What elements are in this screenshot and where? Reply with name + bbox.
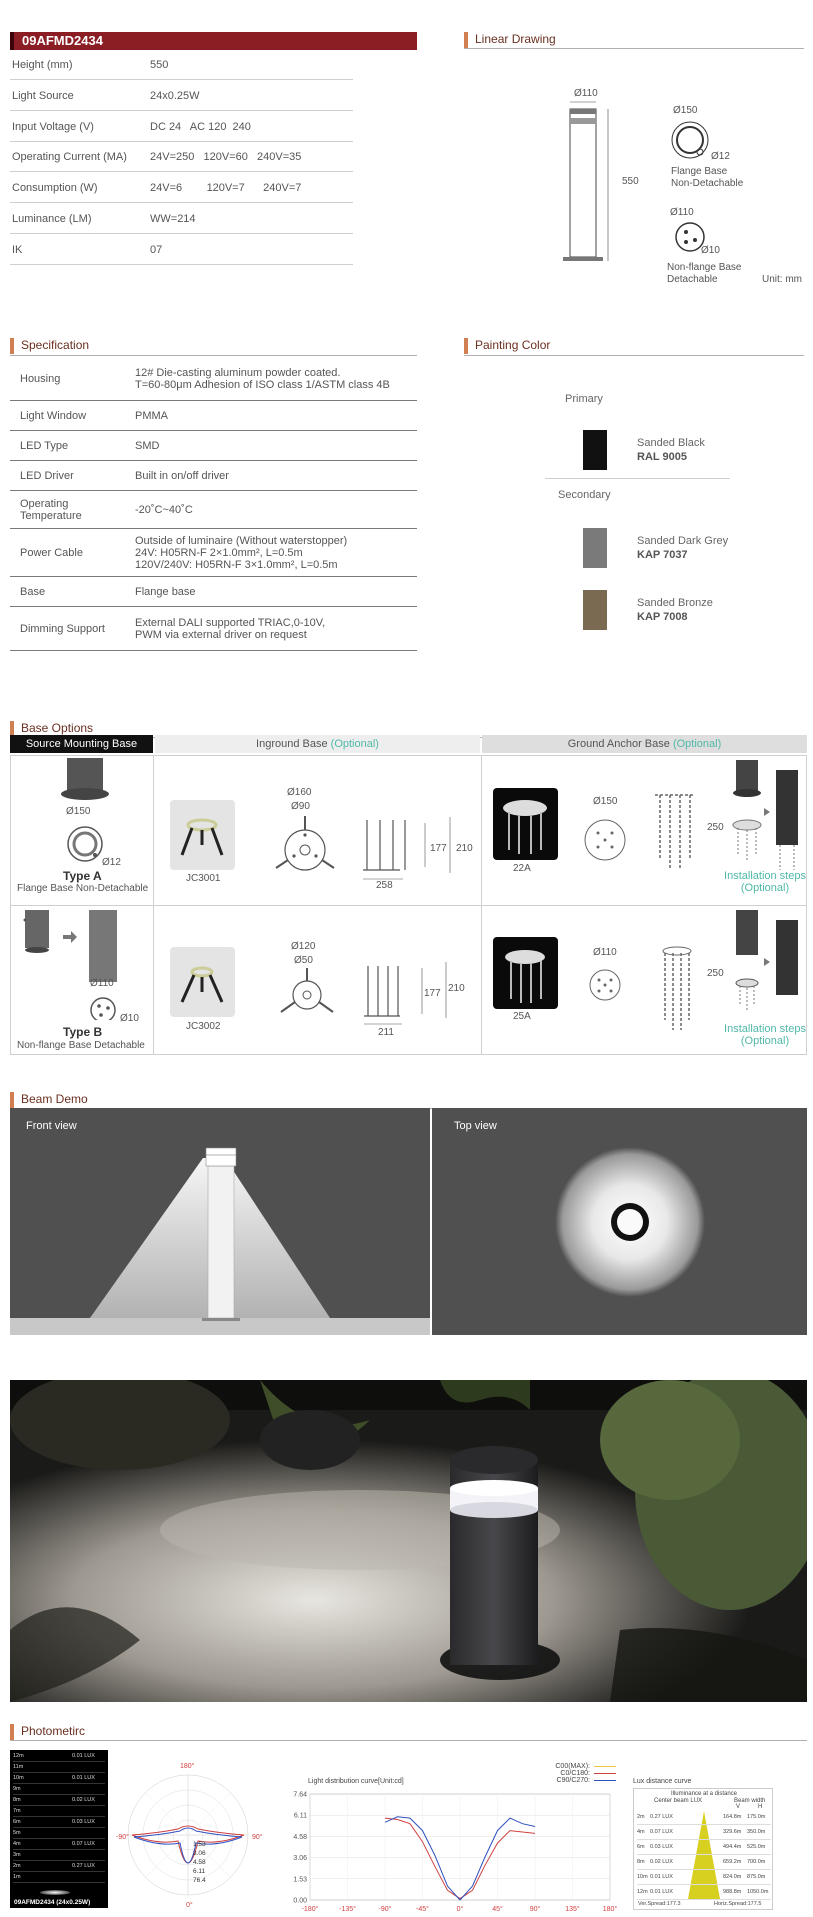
color-swatch (583, 590, 607, 630)
spec-label: LED Driver (20, 470, 74, 482)
anchor1-h: 250 (707, 822, 724, 833)
lux-h-width: 525.0m (747, 1844, 766, 1850)
lux-row (637, 1827, 771, 1840)
lux-v-width: 494.4m (723, 1844, 742, 1850)
spec-row (10, 461, 417, 491)
hor-spread: Horiz.Spread:177.5 (714, 1901, 762, 1907)
photometric-rule (10, 1740, 807, 1741)
dist-xtick: 0° (456, 1906, 464, 1913)
install-steps-text-2: Installation steps (724, 1023, 806, 1035)
inground1-sideview (355, 815, 465, 895)
dist-ytick: 7.64 (293, 1791, 307, 1799)
isolux-distance: 9m (13, 1786, 21, 1792)
anchor-22a-photo (493, 788, 558, 860)
nonflange-label-2: Detachable (667, 274, 718, 285)
lux-h-width: 1050.0m (747, 1889, 769, 1895)
color-name: Sanded Dark Grey (637, 535, 729, 547)
isolux-value: 0.07 LUX (72, 1841, 95, 1847)
lux-col2: Beam width (734, 1798, 766, 1804)
install-steps-1 (728, 760, 803, 880)
dist-xtick: 45° (492, 1906, 503, 1913)
anchor2-h: 250 (707, 968, 724, 979)
color-name: Sanded Bronze (637, 597, 713, 609)
isolux-distance: 10m (13, 1775, 24, 1781)
nonflange-hole: Ø10 (701, 245, 720, 256)
dist-xtick: 180° (602, 1906, 618, 1913)
ver-spread: Ver.Spread:177.3 (638, 1901, 681, 1907)
param-label: Input Voltage (V) (12, 120, 94, 133)
anchor2-sideview (655, 945, 700, 1035)
flange-label-2: Non-Detachable (671, 178, 744, 189)
polar-top-label: 180° (180, 1763, 195, 1770)
param-value: WW=214 (150, 213, 196, 225)
isolux-spot (40, 1890, 70, 1895)
isolux-value: 0.03 LUX (72, 1819, 95, 1825)
polar-value: 3.06 (193, 1850, 206, 1857)
photometric-heading: Photometirc (10, 1724, 85, 1740)
isolux-line (13, 1827, 105, 1828)
legend-label: C00(MAX): (555, 1763, 590, 1770)
color-label (637, 596, 713, 624)
lux-row (637, 1812, 771, 1825)
polar-chart (118, 1765, 258, 1905)
polar-value: 1.53 (193, 1841, 206, 1848)
isolux-value: 0.01 LUX (72, 1775, 95, 1781)
param-value: 550 (150, 59, 169, 71)
inground2-topview (275, 960, 340, 1030)
param-label: IK (12, 243, 23, 256)
lux-box (633, 1788, 773, 1910)
dist-xtick: -45° (416, 1906, 429, 1913)
anchor1-sideview (650, 790, 705, 880)
drawing-dia: Ø110 (574, 88, 598, 99)
spec-label: Dimming Support (20, 623, 105, 635)
lux-value: 0.01 LUX (650, 1889, 673, 1895)
dist-xtick: -90° (378, 1906, 392, 1913)
anchor-22a-code: 22A (513, 863, 531, 874)
product-photo (10, 1380, 807, 1702)
spec-row (10, 529, 417, 577)
polar-right-label: 90° (252, 1834, 263, 1841)
lux-sub: Illuminance at a distance (670, 1791, 738, 1797)
isolux-distance: 8m (13, 1797, 21, 1803)
polar-bottom-label: 0° (186, 1902, 193, 1909)
type-a-dia: Ø150 (66, 806, 91, 817)
lux-v: V (736, 1804, 741, 1810)
isolux-value: 0.02 LUX (72, 1797, 95, 1803)
type-a-hole: Ø12 (102, 857, 121, 868)
lux-h-width: 350.0m (747, 1829, 766, 1835)
isolux-line (13, 1783, 105, 1784)
param-value: DC 24 AC 120 240 (150, 120, 251, 133)
type-a-name: Type A (63, 869, 102, 883)
lux-value: 0.01 LUX (650, 1874, 673, 1880)
isolux-distance: 1m (13, 1874, 21, 1880)
lux-h-width: 700.0m (747, 1859, 766, 1865)
inground1-d1: Ø160 (287, 787, 312, 798)
spec-row (10, 357, 417, 401)
isolux-line (13, 1882, 105, 1883)
spec-value: Flange base (135, 586, 196, 598)
col-anchor-label: Ground Anchor Base (567, 738, 670, 750)
isolux-panel (10, 1750, 108, 1908)
spec-row (10, 577, 417, 607)
legend-swatch (594, 1766, 616, 1767)
param-row (10, 50, 353, 80)
paint-divider (545, 478, 730, 479)
inground2-d1: Ø120 (291, 941, 316, 952)
painting-rule (464, 355, 804, 356)
param-value: 24x0.25W (150, 89, 200, 102)
color-label (637, 436, 705, 464)
inground1-w: 258 (376, 880, 393, 891)
anchor-25a-code: 25A (513, 1011, 531, 1022)
param-value: 24V=6 120V=7 240V=7 (150, 182, 302, 195)
flange-hole: Ø12 (711, 151, 730, 162)
beam-front-panel (10, 1108, 430, 1335)
isolux-distance: 11m (13, 1764, 24, 1770)
param-label: Luminance (LM) (12, 213, 92, 225)
lux-value: 0.07 LUX (650, 1829, 673, 1835)
param-value: 24V=250 120V=60 240V=35 (150, 151, 302, 164)
spec-label: Housing (20, 373, 61, 385)
type-b-hole: Ø10 (120, 1013, 139, 1024)
lux-distance: 2m (637, 1814, 645, 1820)
param-row (10, 235, 353, 265)
spec-label: LED Type (20, 440, 69, 452)
dist-ytick: 0.00 (293, 1897, 307, 1905)
col-inground-label: Inground Base (256, 738, 328, 750)
type-b-dia: Ø110 (90, 978, 114, 989)
spec-value: Built in on/off driver (135, 470, 229, 482)
painting-heading: Painting Color (464, 338, 550, 354)
lux-value: 0.03 LUX (650, 1844, 673, 1850)
lux-distance: 4m (637, 1829, 645, 1835)
base-grid-v1 (153, 755, 154, 1055)
isolux-footer: 09AFMD2434 (24x0.25W) (14, 1899, 91, 1906)
jc3002-photo (170, 947, 235, 1017)
isolux-distance: 12m (13, 1753, 24, 1759)
nonflange-label: Non-flange Base (667, 262, 742, 273)
param-row (10, 112, 353, 142)
dist-xtick: -180° (301, 1906, 319, 1913)
lux-row (637, 1857, 771, 1870)
lux-row (637, 1887, 771, 1900)
inground2-h1: 177 (424, 988, 441, 999)
lux-h-width: 175.0m (747, 1814, 766, 1820)
lux-v-width: 164.8m (723, 1814, 742, 1820)
isolux-distance: 6m (13, 1819, 21, 1825)
flange-dia: Ø150 (673, 105, 698, 116)
polar-value: 76.4 (193, 1877, 206, 1884)
primary-label: Primary (565, 393, 603, 405)
flange-label: Flange Base (671, 166, 728, 177)
param-label: Light Source (12, 89, 74, 102)
type-b-name: Type B (63, 1025, 103, 1039)
isolux-line (13, 1794, 105, 1795)
lux-distance: 6m (637, 1844, 645, 1850)
beam-top-panel (432, 1108, 807, 1335)
type-a-desc: Flange Base Non-Detachable (17, 883, 149, 894)
isolux-distance: 7m (13, 1808, 21, 1814)
linear-drawing-rule (464, 48, 804, 49)
color-label (637, 534, 728, 562)
spec-row (10, 431, 417, 461)
lux-distance: 10m (637, 1874, 648, 1880)
spec-value: Outside of luminaire (Without waterstopper) 24V: H05RN-F 2×1.0mm², L=0.5m 120V/240V: H05RN-F 3×1.0mm², L=0.5m (135, 535, 348, 571)
color-swatch (583, 430, 607, 470)
distribution-chart (280, 1780, 620, 1917)
spec-row (10, 401, 417, 431)
polar-value: 4.58 (193, 1859, 206, 1866)
isolux-line (13, 1805, 105, 1806)
front-view-label: Front view (26, 1120, 77, 1132)
param-label: Height (mm) (12, 59, 73, 71)
lux-v-width: 329.6m (723, 1829, 742, 1835)
color-name: Sanded Black (637, 437, 705, 449)
color-code: KAP 7008 (637, 611, 688, 623)
isolux-value: 0.01 LUX (72, 1753, 95, 1759)
install-steps-label-1[interactable] (720, 870, 810, 894)
inground1-h1: 177 (430, 843, 447, 854)
inground2-sideview (360, 958, 460, 1038)
dist-title: Light distribution curve[Unit:cd] (308, 1778, 404, 1785)
polar-value: 6.11 (193, 1868, 206, 1875)
param-label: Consumption (W) (12, 182, 98, 195)
lux-v-width: 824.0m (723, 1874, 742, 1880)
legend-label: C90/C270: (556, 1777, 590, 1784)
param-row (10, 173, 353, 203)
lux-col1: Center beam LUX (654, 1798, 703, 1804)
legend-label: C0/C180: (560, 1770, 590, 1777)
lux-title: Lux distance curve (633, 1778, 692, 1785)
isolux-distance: 4m (13, 1841, 21, 1847)
polar-left-label: -90° (116, 1834, 129, 1841)
top-view-label: Top view (454, 1120, 497, 1132)
dist-ytick: 6.11 (293, 1812, 307, 1820)
param-label: Operating Current (MA) (12, 151, 127, 164)
isolux-distance: 5m (13, 1830, 21, 1836)
linear-drawing-heading: Linear Drawing (464, 32, 556, 48)
spec-row (10, 607, 417, 651)
isolux-line (13, 1849, 105, 1850)
inground1-topview (270, 810, 340, 890)
secondary-label: Secondary (558, 489, 611, 501)
spec-value: 12# Die-casting aluminum powder coated. T=60-80μm Adhesion of ISO class 1/ASTM class 4B (135, 367, 390, 391)
spec-value: External DALI supported TRIAC,0-10V, PWM via external driver on request (135, 617, 326, 641)
lux-value: 0.02 LUX (650, 1859, 673, 1865)
beam-demo-heading: Beam Demo (10, 1092, 88, 1108)
install-steps-text-1: Installation steps (724, 870, 806, 882)
param-row (10, 204, 353, 234)
color-code: RAL 9005 (637, 451, 687, 463)
lux-distance: 12m (637, 1889, 648, 1895)
drawing-height: 550 (622, 176, 639, 187)
anchor1-topview (580, 815, 630, 865)
inground1-h2: 210 (456, 843, 473, 854)
dist-xtick: 90° (529, 1906, 541, 1913)
beam-front-illustration (10, 1108, 430, 1335)
isolux-distance: 2m (13, 1863, 21, 1869)
col-anchor-optional: (Optional) (672, 738, 722, 750)
dist-ytick: 1.53 (293, 1876, 307, 1884)
isolux-distance: 3m (13, 1852, 21, 1858)
isolux-line (13, 1761, 105, 1762)
inground2-h2: 210 (448, 983, 465, 994)
jc3002-code: JC3002 (186, 1021, 221, 1032)
install-steps-label-2[interactable] (720, 1023, 810, 1047)
install-steps-2 (728, 910, 803, 1030)
isolux-line (13, 1772, 105, 1773)
color-code: KAP 7037 (637, 549, 688, 561)
spec-value: SMD (135, 440, 160, 452)
isolux-line (13, 1871, 105, 1872)
lux-v-width: 659.2m (723, 1859, 742, 1865)
dist-ytick: 4.58 (293, 1833, 307, 1841)
lux-v-width: 988.8m (723, 1889, 742, 1895)
lux-row (637, 1842, 771, 1855)
dist-ytick: 3.06 (293, 1855, 307, 1863)
param-value: 07 (150, 243, 163, 256)
unit-label: Unit: mm (762, 274, 802, 285)
col-inground-optional: (Optional) (330, 738, 379, 750)
color-swatch (583, 528, 607, 568)
anchor2-topview (585, 965, 625, 1005)
col-anchor (482, 735, 807, 753)
base-grid-mid (10, 905, 807, 906)
type-b-desc: Non-flange Base Detachable (17, 1040, 145, 1051)
spec-value: PMMA (135, 410, 168, 422)
anchor-25a-photo (493, 937, 558, 1009)
nonflange-dia: Ø110 (670, 207, 694, 218)
install-steps-opt-2: (Optional) (740, 1035, 790, 1047)
isolux-line (13, 1860, 105, 1861)
spec-label: Operating Temperature (20, 498, 82, 522)
lux-row (637, 1872, 771, 1885)
isolux-line (13, 1816, 105, 1817)
jc3001-photo (170, 800, 235, 870)
model-title: 09AFMD2434 (10, 32, 417, 50)
isolux-line (13, 1838, 105, 1839)
param-row (10, 81, 353, 111)
specification-heading: Specification (10, 338, 89, 354)
lux-value: 0.27 LUX (650, 1814, 673, 1820)
type-b-drawing (15, 910, 135, 1020)
col-inground (155, 735, 480, 753)
lux-h-width: 875.0m (747, 1874, 766, 1880)
base-grid-v2 (481, 755, 482, 1055)
spec-label: Light Window (20, 410, 87, 422)
legend-swatch (594, 1773, 616, 1774)
base-options-heading: Base Options (10, 721, 93, 737)
beam-top-illustration (432, 1108, 807, 1335)
inground2-w: 211 (378, 1027, 394, 1038)
col-source-mounting: Source Mounting Base (10, 735, 153, 753)
spec-rule (10, 355, 417, 356)
anchor2-dia: Ø110 (593, 947, 617, 958)
inground2-d2: Ø50 (294, 955, 313, 966)
spec-label: Power Cable (20, 547, 83, 559)
inground1-d2: Ø90 (291, 801, 310, 812)
spec-row (10, 491, 417, 529)
spec-value: -20˚C~40˚C (135, 504, 193, 516)
lux-distance: 8m (637, 1859, 645, 1865)
param-row (10, 142, 353, 172)
lux-h: H (758, 1804, 763, 1810)
spec-label: Base (20, 586, 46, 598)
anchor1-dia: Ø150 (593, 796, 618, 807)
dist-xtick: -135° (339, 1906, 356, 1913)
install-steps-opt-1: (Optional) (740, 882, 790, 894)
jc3001-code: JC3001 (186, 873, 221, 884)
isolux-value: 0.27 LUX (72, 1863, 95, 1869)
dist-xtick: 135° (565, 1906, 580, 1913)
